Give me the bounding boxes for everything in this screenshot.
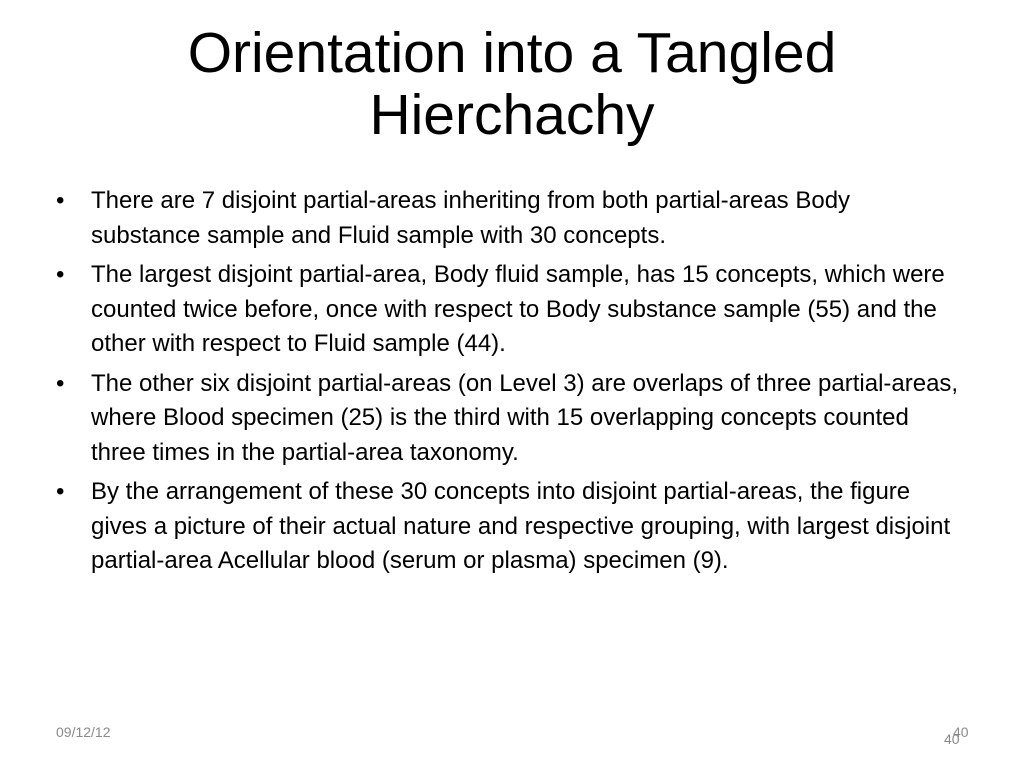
- bullet-item-3: [56, 367, 961, 471]
- bullet-glyph: •: [56, 369, 65, 397]
- slide-title-line-2: Hierchachy: [369, 83, 655, 147]
- bullet-glyph: •: [56, 478, 65, 505]
- bullet-text: The largest disjoint partial-area, Body fluid sample, has 15 concepts, which were counted twice before, once with respect to Body substance sample (55) and the other with respect to Fluid sample (44).: [91, 261, 945, 357]
- slide-title-line-1: Orientation into a Tangled: [187, 21, 837, 85]
- bullet-item-1: [56, 184, 961, 253]
- bullet-list: [56, 184, 961, 584]
- footer-date: 09/12/12: [56, 724, 111, 740]
- bullet-glyph: •: [56, 187, 65, 214]
- bullet-item-2: [56, 258, 961, 362]
- slide-title: [51, 22, 973, 146]
- bullet-item-4: [56, 475, 961, 579]
- bullet-text: There are 7 disjoint partial-areas inheriting from both partial-areas Body substance sample and Fluid sample with 30 concepts.: [91, 187, 851, 249]
- bullet-text: The other six disjoint partial-areas (on Level 3) are overlaps of three partial-areas, where Blood specimen (25) is the third with 15 overlapping concepts counted three times in the partial-area taxonomy.: [91, 369, 959, 466]
- footer-page-number: 40: [953, 724, 969, 740]
- footer-page-number-overlay: 40: [944, 731, 960, 747]
- bullet-glyph: •: [56, 261, 65, 288]
- bullet-text: By the arrangement of these 30 concepts into disjoint partial-areas, the figure gives a picture of their actual nature and respective grouping, with largest disjoint partial-area Acellular blood (serum or plasma) specimen (9).: [91, 478, 951, 574]
